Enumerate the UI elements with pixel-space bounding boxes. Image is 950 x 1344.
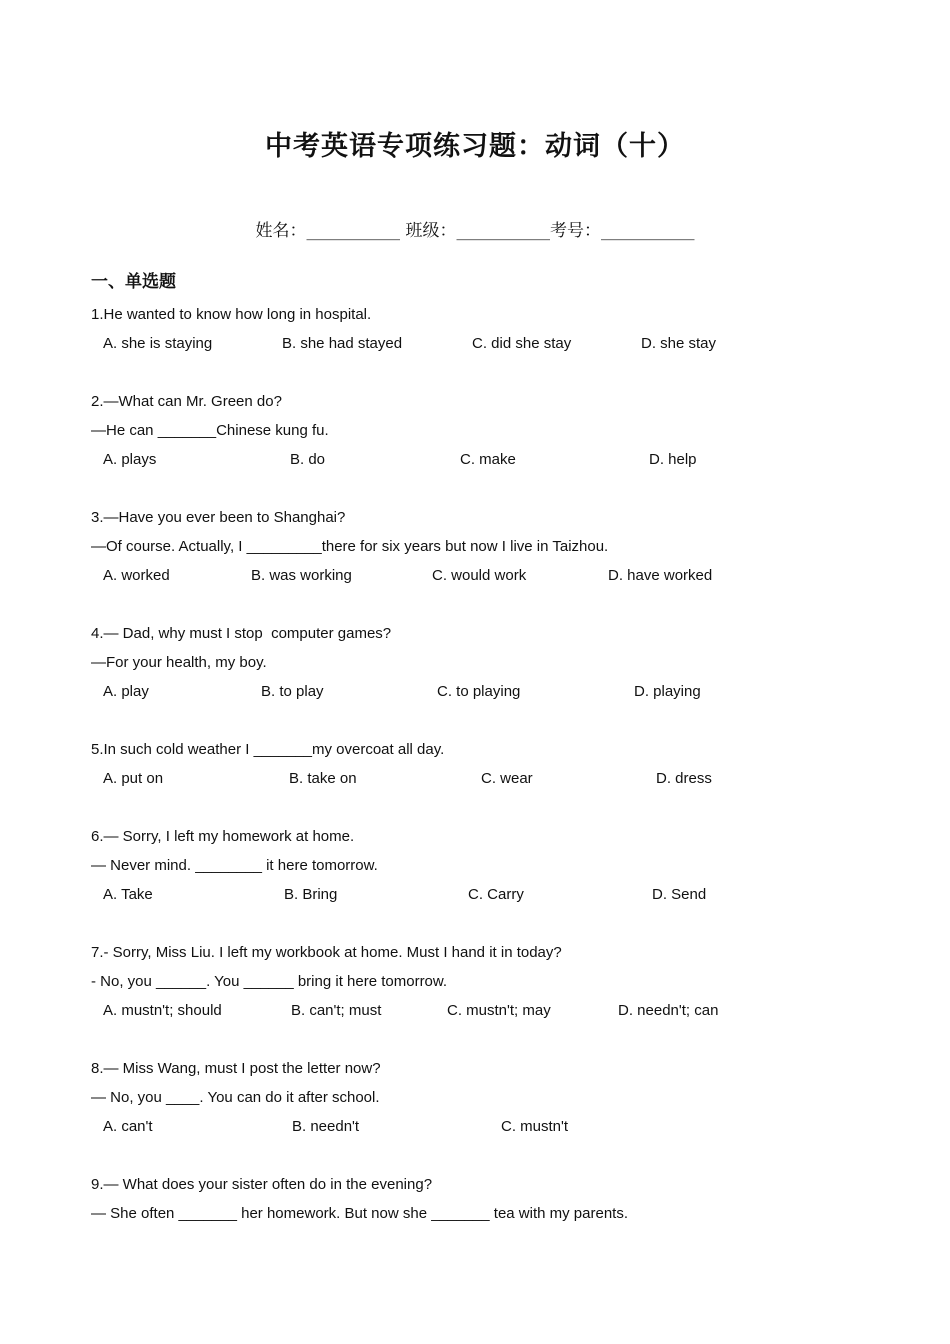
question-5-option-c: C. wear bbox=[481, 770, 533, 787]
page-title: 中考英语专项练习题：动词（十） bbox=[265, 131, 685, 162]
question-3-option-c: C. would work bbox=[432, 567, 527, 584]
question-5-option-a: A. put on bbox=[103, 770, 164, 787]
question-3-reply: —Of course. Actually, I _________there for six years but now I live in Taizhou. bbox=[91, 538, 609, 555]
question-4-reply: —For your health, my boy. bbox=[91, 654, 267, 671]
question-6-option-a: A. Take bbox=[103, 886, 153, 903]
question-6-reply: — Never mind. ________ it here tomorrow. bbox=[91, 857, 378, 874]
question-8-option-a: A. can't bbox=[103, 1118, 153, 1135]
question-1-option-d: D. she stay bbox=[641, 335, 717, 352]
question-7-option-a: A. mustn't; should bbox=[103, 1002, 222, 1019]
question-7-option-b: B. can't; must bbox=[291, 1002, 382, 1019]
question-4-option-b: B. to play bbox=[261, 683, 324, 700]
question-3-option-b: B. was working bbox=[251, 567, 352, 584]
question-1-option-b: B. she had stayed bbox=[282, 335, 403, 352]
question-9-reply: — She often _______ her homework. But now she _______ tea with my parents. bbox=[91, 1205, 628, 1222]
question-5-option-b: B. take on bbox=[289, 770, 357, 787]
question-4-stem: 4.— Dad, why must I stop computer games? bbox=[91, 625, 392, 642]
question-4-option-a: A. play bbox=[103, 683, 149, 700]
question-2-option-d: D. help bbox=[649, 451, 697, 468]
question-8-option-b: B. needn't bbox=[292, 1118, 360, 1135]
question-2-reply: —He can _______Chinese kung fu. bbox=[91, 422, 329, 439]
question-7-option-c: C. mustn't; may bbox=[447, 1002, 551, 1019]
question-9-stem: 9.— What does your sister often do in the evening? bbox=[91, 1176, 433, 1193]
question-5-stem: 5.In such cold weather I _______my overcoat all day. bbox=[91, 741, 445, 758]
question-3-option-a: A. worked bbox=[103, 567, 170, 584]
question-1-option-a: A. she is staying bbox=[103, 335, 213, 352]
question-7-reply: - No, you ______. You ______ bring it here tomorrow. bbox=[91, 973, 448, 990]
student-info-line: 姓名：___________ 班级：___________考号：___________ bbox=[255, 221, 695, 241]
question-4-option-c: C. to playing bbox=[437, 683, 521, 700]
question-3-stem: 3.—Have you ever been to Shanghai? bbox=[91, 509, 346, 526]
question-5-option-d: D. dress bbox=[656, 770, 712, 787]
question-8-stem: 8.— Miss Wang, must I post the letter now? bbox=[91, 1060, 381, 1077]
question-2-option-b: B. do bbox=[290, 451, 326, 468]
question-7-option-d: D. needn't; can bbox=[618, 1002, 719, 1019]
question-6-option-c: C. Carry bbox=[468, 886, 524, 903]
question-2-stem: 2.—What can Mr. Green do? bbox=[91, 393, 282, 410]
question-2-option-a: A. plays bbox=[103, 451, 157, 468]
question-2-option-c: C. make bbox=[460, 451, 516, 468]
question-1-option-c: C. did she stay bbox=[472, 335, 572, 352]
question-6-option-b: B. Bring bbox=[284, 886, 338, 903]
section-title: 一、单选题 bbox=[91, 272, 176, 292]
question-8-option-c: C. mustn't bbox=[501, 1118, 569, 1135]
question-4-option-d: D. playing bbox=[634, 683, 701, 700]
question-1-stem: 1.He wanted to know how long in hospital. bbox=[91, 306, 372, 323]
question-6-option-d: D. Send bbox=[652, 886, 707, 903]
question-3-option-d: D. have worked bbox=[608, 567, 713, 584]
question-6-stem: 6.— Sorry, I left my homework at home. bbox=[91, 828, 355, 845]
question-8-reply: — No, you ____. You can do it after school. bbox=[91, 1089, 380, 1106]
question-7-stem: 7.- Sorry, Miss Liu. I left my workbook at home. Must I hand it in today? bbox=[91, 944, 562, 961]
